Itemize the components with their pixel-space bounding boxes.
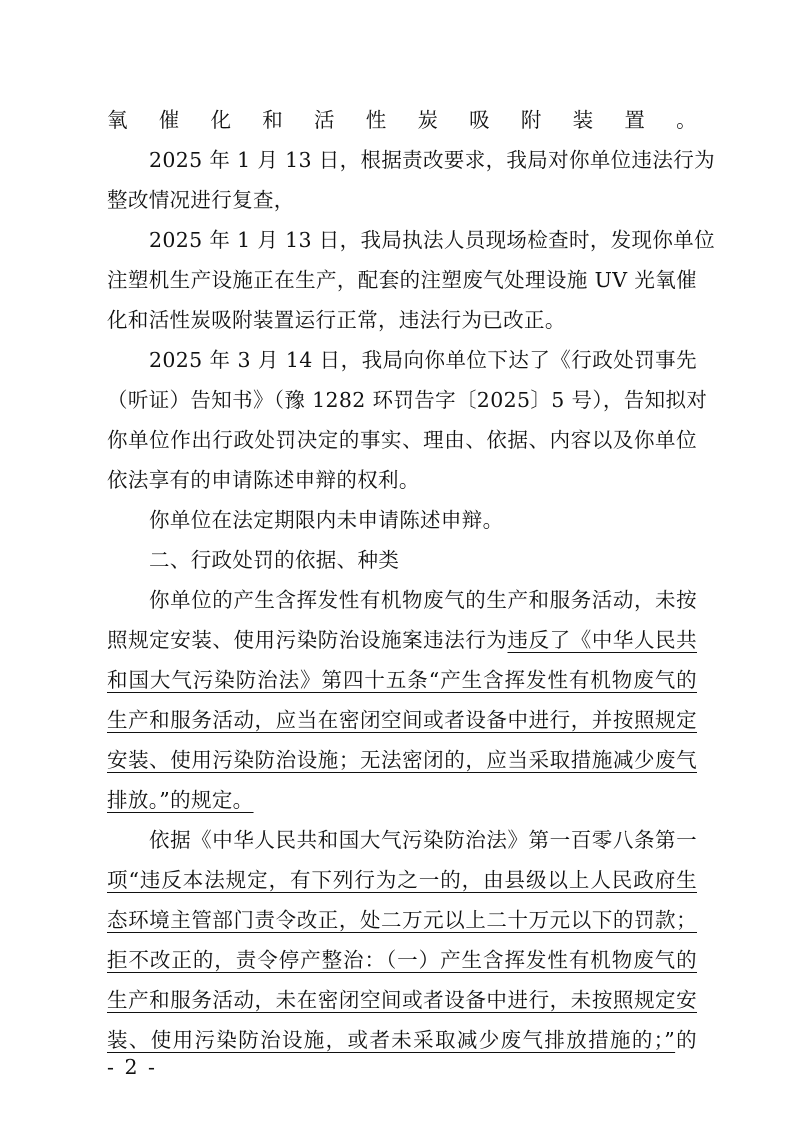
paragraph-line-24: [107, 1025, 697, 1055]
line-text: 注塑机生产设施正在生产，配套的注塑废气处理设施 UV 光氧催: [107, 268, 697, 292]
underlined-text: 和国大气污染防治法》第四十五条“产生含挥发性有机物废气的: [107, 668, 697, 692]
line-text: 你单位的产生含挥发性有机物废气的生产和服务活动，未按: [149, 588, 697, 612]
paragraph-line-8: [107, 385, 708, 415]
line-text: 2025 年 1 月 13 日，根据责改要求，我局对你单位违法行为: [149, 148, 715, 172]
paragraph-line-18: [107, 785, 697, 815]
line-text: 依据《中华人民共和国大气污染防治法》第一百零八条第一: [149, 828, 697, 852]
paragraph-line-11: [149, 505, 697, 535]
line-text: 化和活性炭吸附装置运行正常，违法行为已改正。: [107, 308, 566, 332]
line-text: 你单位作出行政处罚决定的事实、理由、依据、内容以及你单位: [107, 428, 697, 452]
paragraph-line-6: [107, 305, 697, 335]
paragraph-line-7: [149, 345, 697, 375]
paragraph-line-4: [149, 225, 715, 255]
paragraph-line-14: [107, 625, 697, 655]
underlined-text: 拒不改正的，责令停产整治：（一）产生含挥发性有机物废气的: [107, 948, 697, 972]
paragraph-line-2: [149, 145, 715, 175]
section-heading: [149, 545, 697, 575]
paragraph-line-1: [107, 105, 697, 135]
page-number: - 2 -: [107, 1055, 157, 1079]
paragraph-line-17: [107, 745, 697, 775]
underlined-text: 项“违反本法规定，有下列行为之一的，由县级以上人民政府生: [107, 868, 697, 892]
line-text: 的: [675, 1028, 697, 1052]
line-text: 照规定安装、使用污染防治设施案违法行为: [107, 628, 508, 652]
line-text: （听证）告知书》（豫 1282 环罚告字〔2025〕5 号），告知拟对: [107, 388, 708, 412]
paragraph-line-9: [107, 425, 697, 455]
paragraph-line-23: [107, 985, 697, 1015]
line-text: 依法享有的申请陈述申辩的权利。: [107, 468, 420, 492]
paragraph-line-15: [107, 665, 697, 695]
underlined-text: 违反了《中华人民共: [507, 628, 697, 652]
paragraph-line-16: [107, 705, 697, 735]
paragraph-line-21: [107, 905, 697, 935]
paragraph-line-20: [107, 865, 697, 895]
underlined-text: 生产和服务活动，应当在密闭空间或者设备中进行，并按照规定: [107, 708, 697, 732]
line-text: 2025 年 3 月 14 日，我局向你单位下达了《行政处罚事先: [149, 348, 697, 372]
paragraph-line-13: [149, 585, 697, 615]
paragraph-line-19: [149, 825, 697, 855]
heading-text: 二、行政处罚的依据、种类: [149, 548, 400, 572]
line-text: 氧催化和活性炭吸附装置。: [107, 108, 697, 132]
paragraph-line-10: [107, 465, 697, 495]
line-text: 2025 年 1 月 13 日，我局执法人员现场检查时，发现你单位: [149, 228, 715, 252]
underlined-text: 装、使用污染防治设施，或者未采取减少废气排放措施的；”: [107, 1028, 676, 1052]
paragraph-line-22: [107, 945, 697, 975]
paragraph-line-5: [107, 265, 697, 295]
underlined-text: 排放。”的规定。: [107, 788, 254, 812]
underlined-text: 生产和服务活动，未在密闭空间或者设备中进行，未按照规定安: [107, 988, 697, 1012]
underlined-text: 态环境主管部门责令改正，处二万元以上二十万元以下的罚款；: [107, 908, 697, 932]
line-text: 整改情况进行复查，: [107, 188, 295, 212]
underlined-text: 安装、使用污染防治设施；无法密闭的，应当采取措施减少废气: [107, 748, 697, 772]
line-text: 你单位在法定期限内未申请陈述申辩。: [149, 508, 504, 532]
paragraph-line-3: [107, 185, 697, 215]
